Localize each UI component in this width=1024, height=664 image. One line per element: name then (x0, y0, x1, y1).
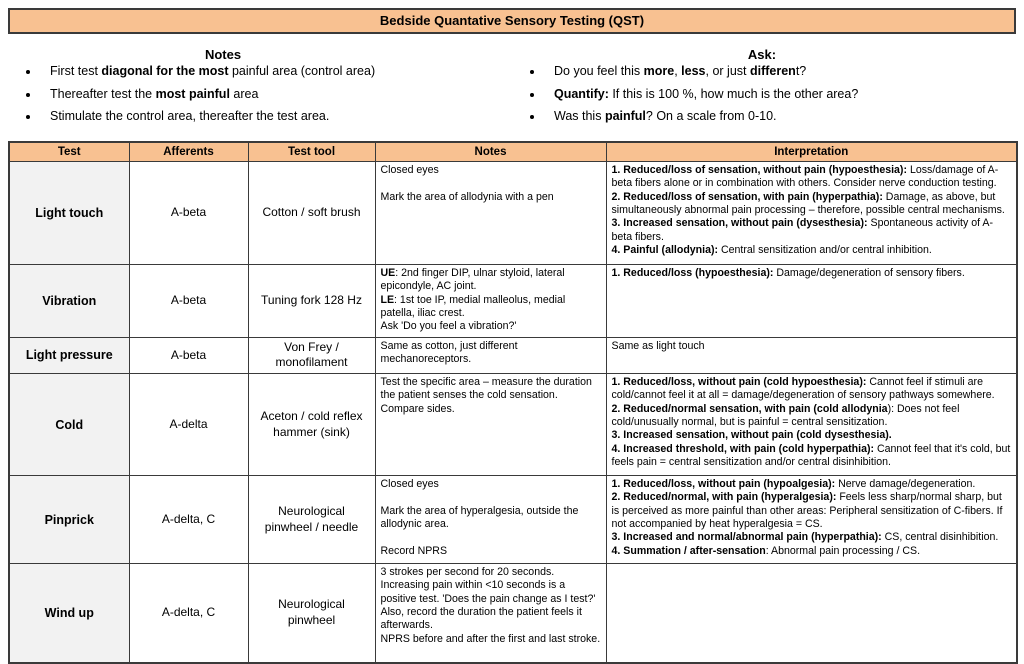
interpretation-cell: Same as light touch (606, 337, 1017, 373)
test-cell: Vibration (9, 264, 129, 337)
test-cell: Pinprick (9, 476, 129, 564)
ask-bullet-list (512, 64, 1016, 125)
col-header-notes: Notes (375, 142, 606, 162)
notes-panel (8, 47, 512, 132)
test-cell: Light touch (9, 161, 129, 264)
afferents-cell: A-delta (129, 374, 248, 476)
ask-bullet-2: • Quantify: If this is 100 %, how much is the other area? (544, 87, 1016, 103)
notes-bullet-1: • First test diagonal for the most painful area (control area) (40, 64, 512, 80)
test-tool-cell: Neurological pinwheel (248, 564, 375, 663)
ask-panel (512, 47, 1016, 132)
col-header-afferents: Afferents (129, 142, 248, 162)
notes-cell: 3 strokes per second for 20 seconds. Increasing pain within <10 seconds is a positive test. 'Does the pain change as I test?' Also, record the duration the patient feels it afterwards. NPRS before and after the first and last stroke. (375, 564, 606, 663)
table-row-pinprick (9, 476, 1017, 564)
qst-table-header (9, 142, 1017, 162)
table-row-wind-up (9, 564, 1017, 663)
table-row-light-pressure (9, 337, 1017, 373)
afferents-cell: A-delta, C (129, 564, 248, 663)
interpretation-cell: 1. Reduced/loss (hypoesthesia): Damage/degeneration of sensory fibers. (606, 264, 1017, 337)
document-title: Bedside Quantative Sensory Testing (QST) (379, 13, 645, 28)
col-header-interpretation: Interpretation (606, 142, 1017, 162)
interpretation-cell: 1. Reduced/loss, without pain (hypoalgesia): Nerve damage/degeneration. 2. Reduced/normal, with pain (hyperalgesia): Feels less sharp/normal sharp, but is perceived as more painful than other areas: Peripheral sensitization of C-fibers. If not accompanied by heat hyperalgesia = CS. 3. Increased and normal/abnormal pain (hyperpathia): CS, central disinhibition. 4. Summation / after-sensation: Abnormal pain processing / CS. (606, 476, 1017, 564)
test-tool-cell: Aceton / cold reflex hammer (sink) (248, 374, 375, 476)
table-row-cold (9, 374, 1017, 476)
test-tool-cell: Von Frey / monofilament (248, 337, 375, 373)
afferents-cell: A-beta (129, 337, 248, 373)
test-cell: Light pressure (9, 337, 129, 373)
ask-bullet-3: • Was this painful? On a scale from 0-10. (544, 109, 1016, 125)
test-cell: Cold (9, 374, 129, 476)
notes-bullet-list (8, 64, 512, 125)
afferents-cell: A-beta (129, 264, 248, 337)
col-header-test-tool: Test tool (248, 142, 375, 162)
interpretation-cell: 1. Reduced/loss, without pain (cold hypoesthesia): Cannot feel if stimuli are cold/cannot feel it at all = damage/degeneration of sensory pathways somewhere. 2. Reduced/normal sensation, with pain (cold allodynia): Does not feel cold/unusually normal, but is painful = central sensitization. 3. Increased sensation, without pain (cold dysesthesia). 4. Increased threshold, with pain (cold hyperpathia): Cannot feel that it's cold, but feels pain = central sensitization and/or central disinhibition. (606, 374, 1017, 476)
table-row-vibration (9, 264, 1017, 337)
notes-bullet-3: • Stimulate the control area, thereafter the test area. (40, 109, 512, 125)
col-header-test: Test (9, 142, 129, 162)
intro-section (8, 47, 1016, 132)
table-row-light-touch (9, 161, 1017, 264)
ask-bullet-1: • Do you feel this more, less, or just different? (544, 64, 1016, 80)
afferents-cell: A-beta (129, 161, 248, 264)
notes-cell: Test the specific area – measure the duration the patient senses the cold sensation. Compare sides. (375, 374, 606, 476)
notes-heading: Notes (204, 47, 242, 62)
notes-cell: UE: 2nd finger DIP, ulnar styloid, lateral epicondyle, AC joint. LE: 1st toe IP, medial malleolus, medial patella, iliac crest. Ask 'Do you feel a vibration?' (375, 264, 606, 337)
qst-table (8, 141, 1018, 664)
header-row (9, 142, 1017, 162)
ask-heading: Ask: (747, 47, 777, 62)
notes-cell: Closed eyes Mark the area of allodynia with a pen (375, 161, 606, 264)
notes-bullet-2: • Thereafter test the most painful area (40, 87, 512, 103)
document-title-bar (8, 8, 1016, 34)
notes-cell: Same as cotton, just different mechanoreceptors. (375, 337, 606, 373)
interpretation-cell: 1. Reduced/loss of sensation, without pain (hypoesthesia): Loss/damage of A-beta fibers alone or in combination with others. Consider nerve conduction testing. 2. Reduced/loss of sensation, with pain (hyperpathia): Damage, as above, but simultaneously abnormal pain processing – therefore, possible central mechanisms. 3. Increased sensation, without pain (dysesthesia): Spontaneous activity of A-beta fibers. 4. Painful (allodynia): Central sensitization and/or central inhibition. (606, 161, 1017, 264)
test-tool-cell: Tuning fork 128 Hz (248, 264, 375, 337)
test-tool-cell: Neurological pinwheel / needle (248, 476, 375, 564)
test-tool-cell: Cotton / soft brush (248, 161, 375, 264)
interpretation-cell (606, 564, 1017, 663)
notes-cell: Closed eyes Mark the area of hyperalgesia, outside the allodynic area. Record NPRS (375, 476, 606, 564)
test-cell: Wind up (9, 564, 129, 663)
afferents-cell: A-delta, C (129, 476, 248, 564)
